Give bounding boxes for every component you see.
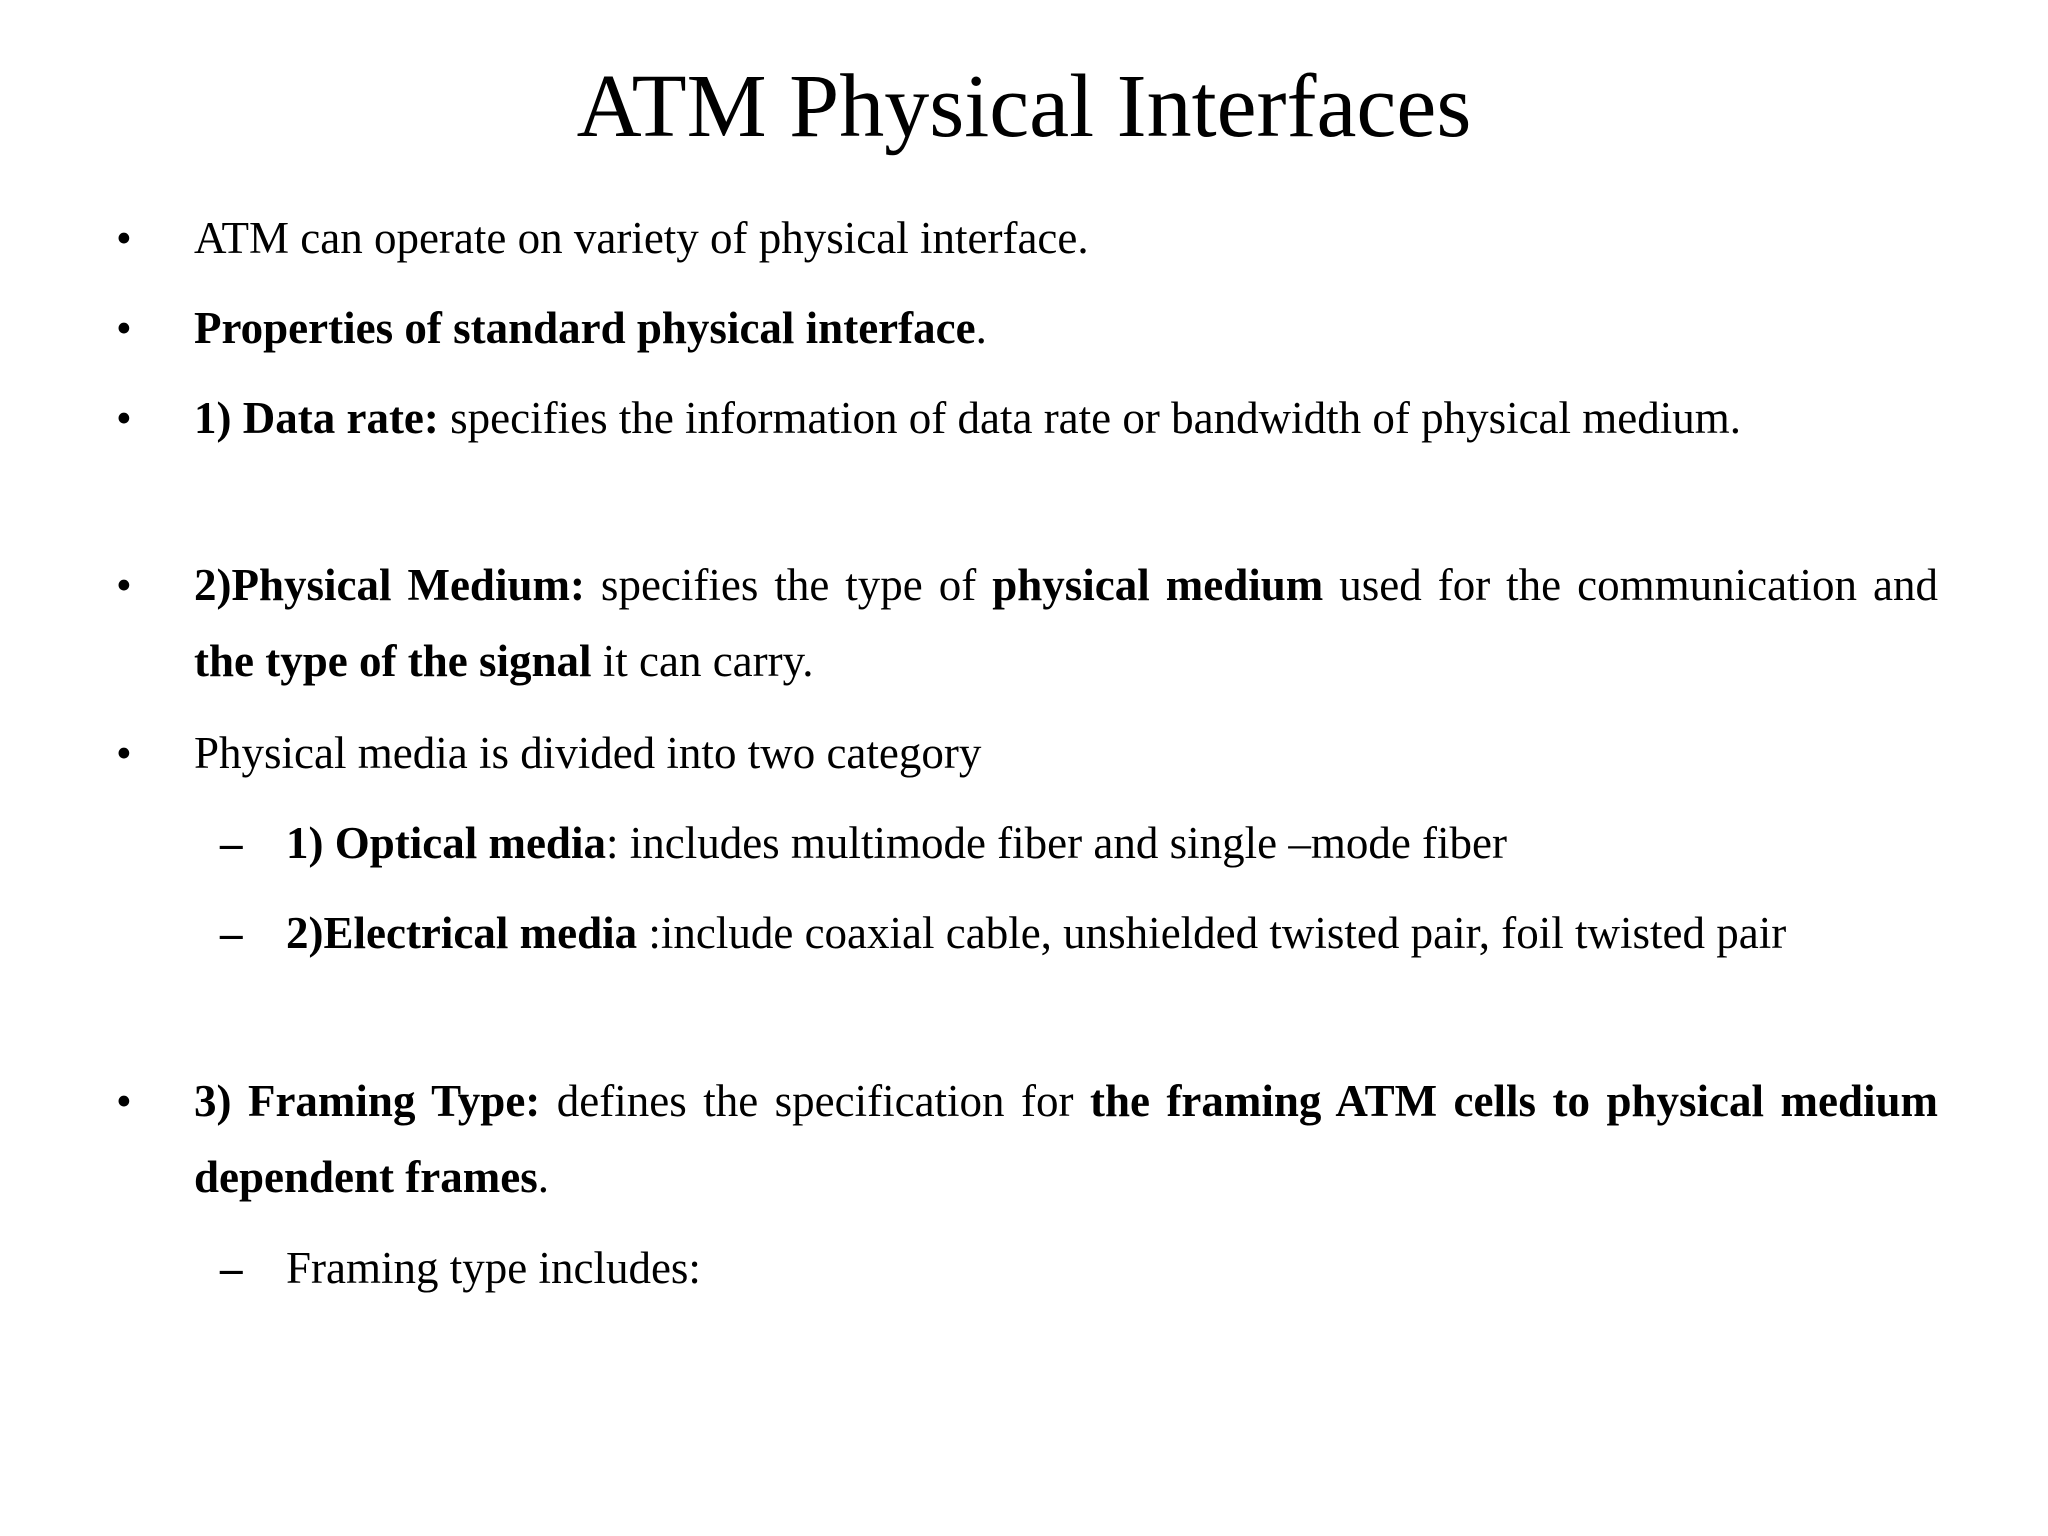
sub-bullet-bold-text: 1) Optical media bbox=[286, 818, 606, 868]
sub-bullet-item-1 bbox=[220, 805, 1938, 881]
bullet-text: used for the communication and bbox=[1323, 560, 1939, 610]
bullet-bold-text: 3) Framing Type: bbox=[194, 1076, 541, 1126]
sub-bullet-item-3 bbox=[220, 1230, 1938, 1306]
sub-bullet-item-2 bbox=[220, 895, 1938, 971]
bullet-text: specifies the information of data rate or bandwidth of physical medium. bbox=[438, 393, 1742, 443]
bullet-text: Physical media is divided into two category bbox=[194, 728, 982, 778]
bullet-icon: • bbox=[116, 728, 132, 778]
bullet-bold-text: Properties of standard physical interface bbox=[194, 303, 976, 353]
bullet-text: . bbox=[537, 1152, 549, 1202]
sub-bullet-text: Framing type includes: bbox=[286, 1243, 701, 1293]
bullet-text: specifies the type of bbox=[584, 560, 993, 610]
bullet-icon: • bbox=[116, 303, 132, 353]
sub-bullet-text: :include coaxial cable, unshielded twisted pair, foil twisted pair bbox=[637, 908, 1787, 958]
bullet-item-4 bbox=[116, 547, 1939, 699]
bullet-text: it can carry. bbox=[591, 636, 814, 686]
bullet-item-6 bbox=[116, 1063, 1938, 1215]
bullet-item-5 bbox=[116, 715, 1938, 791]
bullet-bold-text: the framing ATM cells to physical medium dependent frames bbox=[194, 1076, 1938, 1202]
bullet-item-2 bbox=[116, 290, 1938, 366]
bullet-bold-text: 1) Data rate: bbox=[194, 393, 439, 443]
bullet-icon: • bbox=[116, 213, 132, 263]
bullet-item-1 bbox=[116, 200, 1938, 276]
slide-title: ATM Physical Interfaces bbox=[576, 57, 1472, 156]
bullet-text: ATM can operate on variety of physical interface. bbox=[194, 213, 1089, 263]
bullet-bold-text: the type of the signal bbox=[194, 636, 592, 686]
bullet-icon: • bbox=[116, 393, 132, 443]
bullet-text: defines the specification for bbox=[540, 1076, 1090, 1126]
dash-icon: – bbox=[220, 908, 243, 958]
sub-bullet-bold-text: 2)Electrical media bbox=[286, 908, 638, 958]
bullet-item-3 bbox=[116, 380, 1938, 456]
bullet-icon: • bbox=[116, 1076, 132, 1126]
dash-icon: – bbox=[220, 1243, 243, 1293]
sub-bullet-text: : includes multimode fiber and single –mode fiber bbox=[605, 818, 1508, 868]
bullet-bold-text: physical medium bbox=[992, 560, 1324, 610]
bullet-bold-text: 2)Physical Medium: bbox=[194, 560, 585, 610]
bullet-text: . bbox=[975, 303, 987, 353]
bullet-icon: • bbox=[116, 560, 132, 610]
dash-icon: – bbox=[220, 818, 243, 868]
